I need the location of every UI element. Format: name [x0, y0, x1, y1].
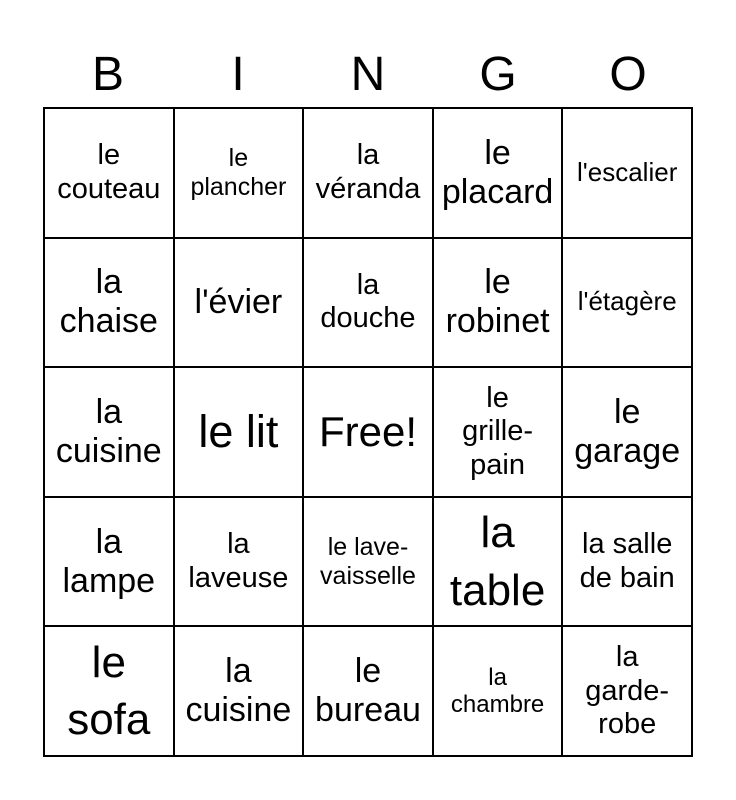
bingo-cell[interactable]: [563, 109, 693, 239]
bingo-cell[interactable]: [304, 239, 434, 369]
cell-text: le robinet: [445, 263, 550, 341]
bingo-cell[interactable]: [175, 239, 305, 369]
bingo-cell[interactable]: [563, 498, 693, 628]
cell-text: la lampe: [62, 522, 156, 600]
bingo-cell[interactable]: [304, 498, 434, 628]
cell-text: l'étagère: [577, 286, 677, 317]
cell-text: la laveuse: [188, 528, 289, 594]
bingo-cell[interactable]: [434, 627, 564, 757]
bingo-cell[interactable]: [175, 368, 305, 498]
cell-text: l'évier: [194, 282, 283, 321]
cell-text: le lit: [198, 406, 279, 458]
bingo-cell[interactable]: [175, 627, 305, 757]
header-letter-o: O: [609, 48, 647, 101]
cell-text: la salle de bain: [579, 528, 675, 594]
bingo-grid: [43, 107, 693, 757]
cell-text: le plancher: [190, 144, 287, 201]
cell-text: la cuisine: [55, 392, 162, 470]
cell-text: le grille-pain: [462, 381, 534, 481]
cell-text-free: Free!: [318, 407, 417, 455]
cell-text: le couteau: [57, 139, 161, 205]
cell-text: l'escalier: [577, 156, 678, 187]
bingo-cell[interactable]: [175, 498, 305, 628]
bingo-cell[interactable]: [434, 368, 564, 498]
cell-text: la chaise: [59, 263, 158, 341]
cell-text: le lave-vaisselle: [320, 532, 416, 590]
cell-text: le garage: [574, 392, 681, 470]
cell-text: le placard: [441, 133, 554, 211]
bingo-cell[interactable]: [304, 368, 434, 498]
cell-text: la garde-robe: [585, 641, 670, 740]
bingo-cell[interactable]: [434, 109, 564, 239]
bingo-cell[interactable]: [563, 368, 693, 498]
bingo-cell[interactable]: [45, 368, 175, 498]
cell-text: la cuisine: [185, 652, 292, 730]
bingo-cell[interactable]: [563, 627, 693, 757]
bingo-cell[interactable]: [45, 627, 175, 757]
bingo-cell[interactable]: [434, 239, 564, 369]
header-letter-g: G: [479, 48, 517, 101]
bingo-cell[interactable]: [45, 498, 175, 628]
bingo-cell[interactable]: [304, 627, 434, 757]
cell-text: la table: [449, 508, 546, 615]
bingo-cell[interactable]: [304, 109, 434, 239]
cell-text: la chambre: [450, 663, 545, 719]
bingo-header: [43, 42, 693, 108]
header-letter-b: B: [91, 48, 124, 101]
bingo-cell[interactable]: [434, 498, 564, 628]
bingo-cell[interactable]: [563, 239, 693, 369]
cell-text: le sofa: [67, 638, 151, 745]
bingo-cell[interactable]: [45, 239, 175, 369]
cell-text: la douche: [320, 269, 416, 335]
bingo-cell[interactable]: [45, 109, 175, 239]
cell-text: la véranda: [315, 139, 421, 205]
bingo-cell[interactable]: [175, 109, 305, 239]
header-letter-i: I: [231, 48, 245, 101]
header-letter-n: N: [350, 48, 386, 101]
cell-text: le bureau: [315, 652, 421, 730]
